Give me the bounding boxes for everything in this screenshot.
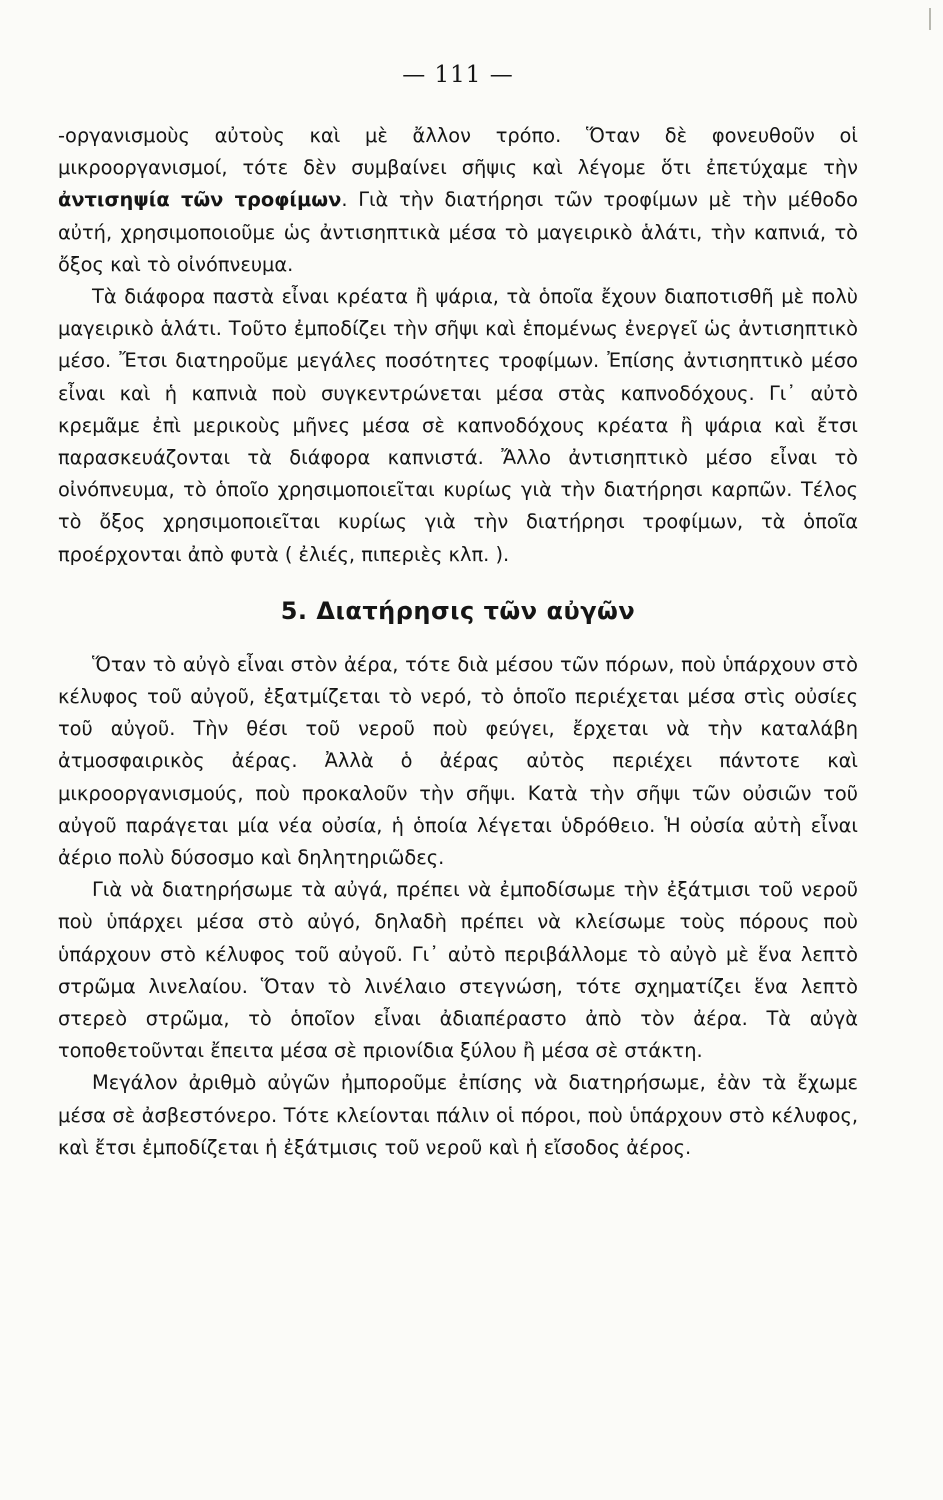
page-number: — 111 —: [402, 62, 514, 88]
paragraph-antisepsis-intro: [58, 120, 858, 281]
paragraph-text: . Γιὰ τὴν διατήρησι τῶν τροφίμων μὲ τὴν μέθοδο αὐτή, χρησιμοποιοῦμε ὡς ἀντισηπτικὰ μέσα τὸ μαγειρικὸ ἁλάτι, τὴν καπνιά, τὸ ὄξος καὶ τὸ οἰνόπνευμα.: [58, 188, 858, 276]
page-edge-mark: [929, 8, 931, 30]
paragraph-egg-decay: Ὅταν τὸ αὐγὸ εἶναι στὸν ἀέρα, τότε διὰ μέσου τῶν πόρων, ποὺ ὑπάρχουν στὸ κέλυφος τοῦ αὐγοῦ, ἐξατμίζεται τὸ νερό, τὸ ὁποῖο περιέχεται μέσα στὶς οὐσίες τοῦ αὐγοῦ. Τὴν θέσι τοῦ νεροῦ ποὺ φεύγει, ἔρχεται νὰ τὴν καταλάβη ἀτμοσφαιρικὸς ἀέρας. Ἀλλὰ ὁ ἀέρας αὐτὸς περιέχει πάντοτε καὶ μικροοργανισμούς, ποὺ προκαλοῦν τὴν σῆψι. Κατὰ τὴν σῆψι τῶν οὐσιῶν τοῦ αὐγοῦ παράγεται μία νέα οὐσία, ἡ ὁποία λέγεται ὑδρόθειο. Ἡ οὐσία αὐτὴ εἶναι ἀέριο πολὺ δύσοσμο καὶ δηλητηριῶδες.: [58, 652, 858, 870]
paragraph-antiseptic-methods: Τὰ διάφορα παστὰ εἶναι κρέατα ἢ ψάρια, τὰ ὁποῖα ἔχουν διαποτισθῆ μὲ πολὺ μαγειρικὸ ἁλάτι. Τοῦτο ἐμποδίζει τὴν σῆψι καὶ ἑπομένως ἐνεργεῖ ὡς ἀντισηπτικὸ μέσο. Ἔτσι διατηροῦμε μεγάλες ποσότητες τροφίμων. Ἐπίσης ἀντισηπτικὸ μέσο εἶναι καὶ ἡ καπνιὰ ποὺ συγκεντρώνεται μέσα στὰς καπνοδόχους. Γι᾿ αὐτὸ κρεμᾶμε ἐπὶ μερικοὺς μῆνες μέσα σὲ καπνοδόχους κρέατα ἢ ψάρια καὶ ἔτσι παρασκευάζονται τὰ διάφορα καπνιστά. Ἄλλο ἀντισηπτικὸ μέσο εἶναι τὸ οἰνόπνευμα, τὸ ὁποῖο χρησιμοποιεῖται κυρίως γιὰ τὴν διατήρησι καρπῶν. Τέλος τὸ ὄξος χρησιμοποιεῖται κυρίως γιὰ τὴν διατήρησι τροφίμων, τὰ ὁποῖα προέρχονται ἀπὸ φυτὰ ( ἐλιές, πιπεριὲς κλπ. ).: [58, 285, 858, 566]
emphasized-term: ἀντισηψία τῶν τροφίμων: [58, 188, 342, 212]
book-page: [58, 56, 858, 1164]
paragraph-egg-preservation: Γιὰ νὰ διατηρήσωμε τὰ αὐγά, πρέπει νὰ ἐμποδίσωμε τὴν ἐξάτμισι τοῦ νεροῦ ποὺ ὑπάρχει μέσα στὸ αὐγό, δηλαδὴ πρέπει νὰ κλείσωμε τοὺς πόρους ποὺ ὑπάρχουν στὸ κέλυφος τοῦ αὐγοῦ. Γι᾿ αὐτὸ περιβάλλομε τὸ αὐγὸ μὲ ἕνα λεπτὸ στρῶμα λινελαίου. Ὅταν τὸ λινέλαιο στεγνώση, τότε σχηματίζει ἕνα λεπτὸ στερεὸ στρῶμα, τὸ ὁποῖον εἶναι ἀδιαπέραστο ἀπὸ τὸν ἀέρα. Τὰ αὐγὰ τοποθετοῦνται ἔπειτα μέσα σὲ πριονίδια ξύλου ἢ μέσα σὲ στάκτη.: [58, 878, 858, 1063]
paragraph-text: -οργανισμοὺς αὐτοὺς καὶ μὲ ἄλλον τρόπο. Ὅταν δὲ φονευθοῦν οἱ μικροοργανισμοί, τότε δὲν συμβαίνει σῆψις καὶ λέγομε ὅτι ἐπετύχαμε τὴν: [58, 124, 858, 180]
paragraph-limewater: Μεγάλον ἀριθμὸ αὐγῶν ἠμποροῦμε ἐπίσης νὰ διατηρήσωμε, ἐὰν τὰ ἔχωμε μέσα σὲ ἀσβεστόνερο. Τότε κλείονται πάλιν οἱ πόροι, ποὺ ὑπάρχουν στὸ κέλυφος, καὶ ἔτσι ἐμποδίζεται ἡ ἐξάτμισις τοῦ νεροῦ καὶ ἡ εἴσοδος ἀέρος.: [58, 1071, 858, 1159]
section-title: 5. Διατήρησις τῶν αὐγῶν: [280, 596, 636, 625]
